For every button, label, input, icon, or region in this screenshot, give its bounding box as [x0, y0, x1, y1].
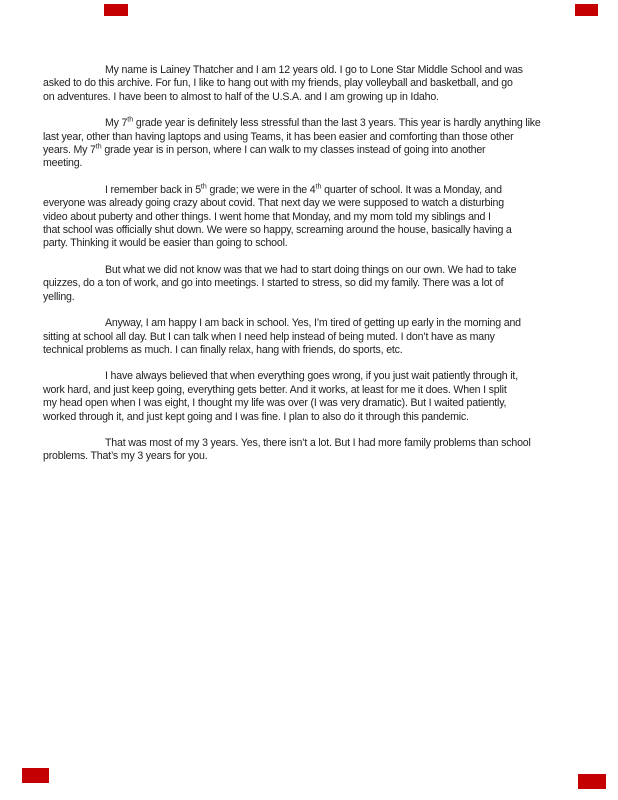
essay-line: asked to do this archive. For fun, I like to hang out with my friends, play volleyball and basketball, and go	[43, 77, 513, 90]
essay-paragraph	[43, 317, 577, 357]
essay-line: quizzes, do a ton of work, and go into meetings. I started to stress, so did my family. There was a lot of	[43, 277, 504, 290]
essay-line: worked through it, and just kept going and I was fine. I plan to also do it through this pandemic.	[43, 410, 469, 423]
essay-line: My 7th grade year is definitely less stressful than the last 3 years. This year is hardly anything like	[105, 116, 541, 130]
essay-paragraph	[43, 117, 577, 171]
corner-marker-top-right	[575, 4, 598, 16]
essay-line: That was most of my 3 years. Yes, there isn’t a lot. But I had more family problems than school	[105, 436, 531, 449]
essay-line: But what we did not know was that we had to start doing things on our own. We had to take	[105, 263, 517, 276]
corner-marker-top-left	[104, 4, 128, 16]
ordinal-superscript: th	[127, 116, 134, 124]
essay-line: sitting at school all day. But I can talk when I need help instead of being muted. I don’t have as many	[43, 330, 495, 343]
essay-paragraph	[43, 437, 577, 464]
essay-body	[43, 64, 577, 477]
essay-line: Anyway, I am happy I am back in school. Yes, I’m tired of getting up early in the morning and	[105, 317, 521, 330]
essay-line: on adventures. I have been to almost to half of the U.S.A. and I am growing up in Idaho.	[43, 90, 439, 103]
essay-paragraph	[43, 370, 577, 424]
essay-line: years. My 7th grade year is in person, where I can walk to my classes instead of going into another	[43, 143, 486, 157]
essay-line: My name is Lainey Thatcher and I am 12 years old. I go to Lone Star Middle School and was	[105, 64, 523, 76]
ordinal-superscript: th	[95, 143, 102, 151]
essay-line: I remember back in 5th grade; we were in the 4th quarter of school. It was a Monday, and	[105, 183, 502, 196]
essay-line: last year, other than having laptops and using Teams, it has been easier and comforting than those other	[43, 130, 514, 143]
essay-line: everyone was already going crazy about covid. That next day we were supposed to watch a disturbing	[43, 197, 504, 210]
essay-paragraph	[43, 184, 577, 251]
essay-line: yelling.	[43, 290, 75, 303]
corner-marker-bottom-right	[578, 774, 606, 789]
essay-line: I have always believed that when everything goes wrong, if you just wait patiently through it,	[105, 370, 518, 383]
essay-line: work hard, and just keep going, everything gets better. And it works, at least for me it does. When I split	[43, 383, 507, 396]
essay-line: that school was officially shut down. We were so happy, screaming around the house, basically having a	[43, 224, 512, 237]
corner-marker-bottom-left	[22, 768, 49, 783]
essay-line: video about puberty and other things. I went home that Monday, and my mom told my siblings and I	[43, 210, 491, 223]
essay-line: meeting.	[43, 157, 83, 170]
essay-line: my head open when I was eight, I thought my life was over (I was very dramatic). But I waited patiently,	[43, 397, 507, 410]
ordinal-superscript: th	[315, 183, 322, 191]
essay-paragraph	[43, 264, 577, 304]
essay-line: party. Thinking it would be easier than going to school.	[43, 237, 288, 250]
essay-line: technical problems as much. I can finally relax, hang with friends, do sports, etc.	[43, 343, 403, 356]
essay-line: problems. That’s my 3 years for you.	[43, 450, 208, 463]
essay-paragraph	[43, 64, 577, 104]
ordinal-superscript: th	[200, 183, 207, 191]
